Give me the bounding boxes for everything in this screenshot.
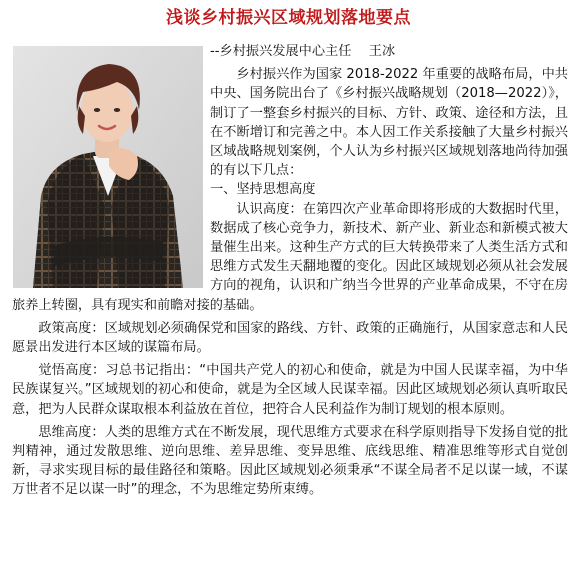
article-title: 浅谈乡村振兴区域规划落地要点 — [166, 8, 411, 28]
paragraph-thinking: 思维高度：人类的思维方式在不断发展，现代思维方式要求在科学原则指导下发扬自觉的批判精神，通过发散思维、逆向思维、差异思维、变异思维、底线思维、精准思维等形式自觉创新，寻求实现目标的最佳路径和策略。因此区域规划必须秉承“不谋全局者不足以谋一域，不谋万世者不足以谋一时”的理念，不为思维定势所束缚。 — [12, 424, 568, 498]
paragraph-awareness: 觉悟高度：习总书记指出：“中国共产党人的初心和使命，就是为中国人民谋幸福，为中华民族谋复兴。”区域规划的初心和使命，就是为全区域人民谋幸福。因此区域规划必须认真听取民意，把为人民群众谋取根本利益放在首位，把符合人民利益作为制订规划的根本原则。 — [12, 363, 568, 417]
article-body — [12, 42, 568, 500]
author-line: --乡村振兴发展中心主任 王冰 — [210, 44, 396, 59]
paragraph-intro: 乡村振兴作为国家 2018-2022 年重要的战略布局，中共中央、国务院出台了《乡村振兴战略规划（2018—2022）》，制订了一整套乡村振兴的目标、方针、政策、途径和方法，且在不断增订和完善之中。本人因工作关系接触了大量乡村振兴区域战略规划案例，个人认为乡村振兴区域规划落地尚待加强的有以下几点： — [210, 67, 568, 179]
portrait-spacer — [12, 42, 210, 286]
paragraph-cognition: 认识高度：在第四次产业革命即将形成的大数据时代里，数据成了核心竞争力，新技术、新产业、新业态和新模式被大量催生出来。这种生产方式的巨大转换带来了人类生活方式和思维方式发生天翻地覆的变化。因此区域规划必须从社会发展方向的视角，认识和广纳当今世界的产业革命成果，不守在房旅养上转圈，具有现实和前瞻对接的基础。 — [12, 201, 568, 313]
paragraph-policy: 政策高度：区域规划必须确保党和国家的路线、方针、政策的正确施行，从国家意志和人民愿景出发进行本区域的谋篇布局。 — [12, 320, 568, 356]
section-heading: 一、坚持思想高度 — [210, 182, 316, 198]
